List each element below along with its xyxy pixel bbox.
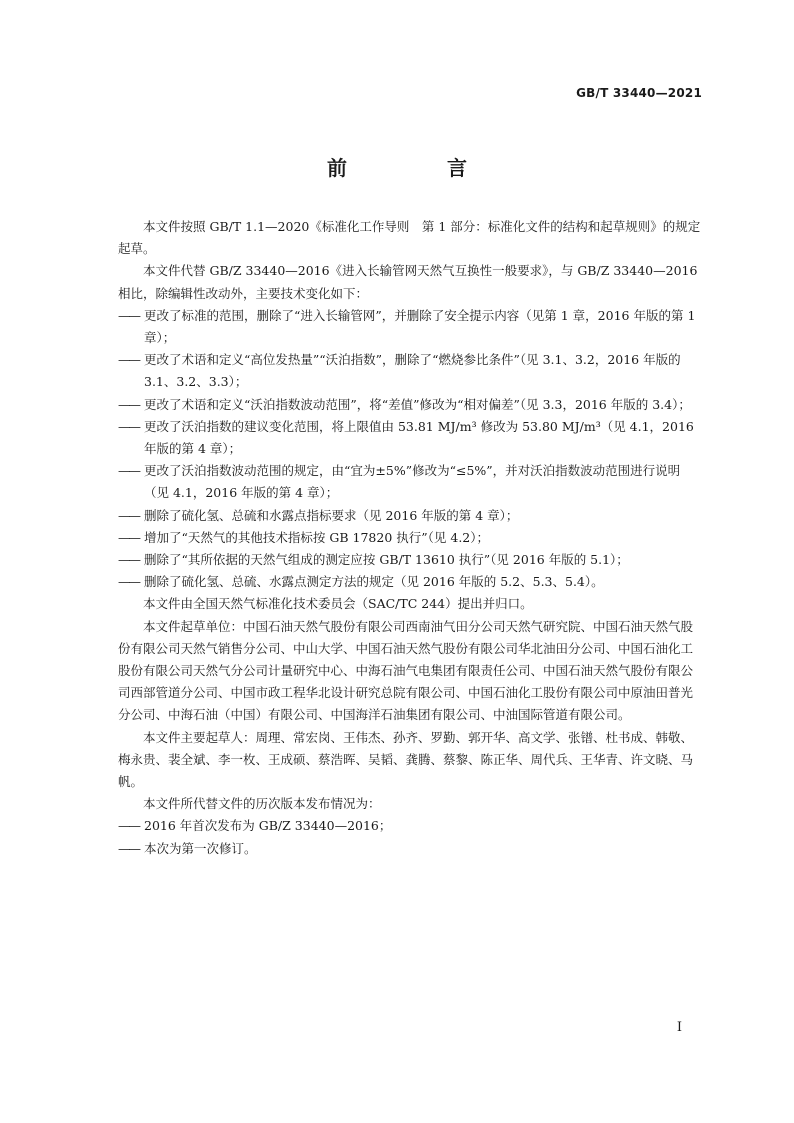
dash-bullet: —— [118,307,139,323]
paragraph-drafters [118,727,704,794]
list-item-text: 更改了沃泊指数波动范围的规定，由“宜为±5%”修改为“≤5%”，并对沃泊指数波动范围进行说明（见 4.1，2016 年版的第 4 章）； [144,463,681,501]
dash-bullet: —— [118,574,139,590]
list-item [118,527,704,549]
dash-bullet: —— [118,396,139,412]
list-item-text: 2016 年首次发布为 GB/Z 33440—2016； [144,818,392,834]
paragraph-text: 本文件代替 GB/Z 33440—2016《进入长输管网天然气互换性一般要求》，与 GB/Z 33440—2016 相比，除编辑性改动外，主要技术变化如下： [118,263,698,301]
list-item [118,815,704,837]
dash-bullet: —— [118,818,139,834]
paragraph-replaces [118,260,704,304]
dash-bullet: —— [118,529,139,545]
list-item [118,549,704,571]
list-item-text: 更改了术语和定义“高位发热量”“沃泊指数”，删除了“燃烧参比条件”（见 3.1、3.2，2016 年版的 3.1、3.2、3.3）； [144,352,681,390]
paragraph-proposal [118,593,704,615]
list-item-text: 更改了术语和定义“沃泊指数波动范围”，将“差值”修改为“相对偏差”（见 3.3，2016 年版的 3.4）； [144,396,691,412]
list-item-text: 删除了硫化氢、总硫、水露点测定方法的规定（见 2016 年版的 5.2、5.3、5.4）。 [144,574,604,590]
list-item-text: 更改了沃泊指数的建议变化范围，将上限值由 53.81 MJ/m³ 修改为 53.80 MJ/m³（见 4.1，2016 年版的第 4 章）； [144,418,694,457]
dash-bullet: —— [118,507,139,523]
list-item-text: 删除了“其所依据的天然气组成的测定应按 GB/T 13610 执行”（见 2016 年版的 5.1）； [144,552,629,568]
paragraph-drafting-units [118,616,704,727]
document-body [118,216,704,860]
dash-bullet: —— [118,463,139,479]
page-title: 前 言 [327,156,507,180]
dash-bullet: —— [118,352,139,368]
page-number: I [676,1020,682,1035]
list-item [118,505,704,527]
history-list [118,815,704,859]
paragraph-text: 本文件按照 GB/T 1.1—2020《标准化工作导则 第 1 部分：标准化文件的结构和起草规则》的规定起草。 [118,219,701,257]
list-item [118,460,704,504]
list-item [118,838,704,860]
paragraph-text: 本文件由全国天然气标准化技术委员会（SAC/TC 244）提出并归口。 [143,596,533,612]
list-item [118,571,704,593]
list-item-text: 删除了硫化氢、总硫和水露点指标要求（见 2016 年版的第 4 章）； [144,507,519,523]
paragraph-history-intro [118,793,704,815]
paragraph-text: 本文件起草单位：中国石油天然气股份有限公司西南油气田分公司天然气研究院、中国石油天然气股份有限公司天然气销售分公司、中山大学、中国石油天然气股份有限公司华北油田分公司、中国石油化工股份有限公司天然气分公司计量研究中心、中海石油气电集团有限责任公司、中国石油天然气股份有限公司西部管道分公司、中国市政工程华北设计研究总院有限公司、中国石油化工股份有限公司中原油田普光分公司、中海石油（中国）有限公司、中国海洋石油集团有限公司、中油国际管道有限公司。 [118,618,694,723]
dash-bullet: —— [118,552,139,568]
paragraph-text: 本文件主要起草人：周理、常宏岗、王伟杰、孙齐、罗勤、郭开华、高文学、张镨、杜书成、韩敬、梅永贵、裴全斌、李一枚、王成硕、蔡浩晖、吴韬、龚腾、蔡黎、陈正华、周代兵、王华青、许文晓、马帆。 [118,729,694,790]
list-item [118,305,704,349]
list-item-text: 更改了标准的范围，删除了“进入长输管网”，并删除了安全提示内容（见第 1 章，2016 年版的第 1 章）； [144,307,696,346]
list-item [118,394,704,416]
list-item-text: 增加了“天然气的其他技术指标按 GB 17820 执行”（见 4.2）； [144,529,489,545]
dash-bullet: —— [118,418,139,434]
paragraph-drafting-rules [118,216,704,260]
list-item-text: 本次为第一次修订。 [144,840,257,856]
list-item [118,349,704,393]
list-item [118,416,704,460]
standard-code: GB/T 33440—2021 [576,86,702,100]
dash-bullet: —— [118,840,139,856]
change-list [118,305,704,594]
paragraph-text: 本文件所代替文件的历次版本发布情况为： [143,796,381,812]
